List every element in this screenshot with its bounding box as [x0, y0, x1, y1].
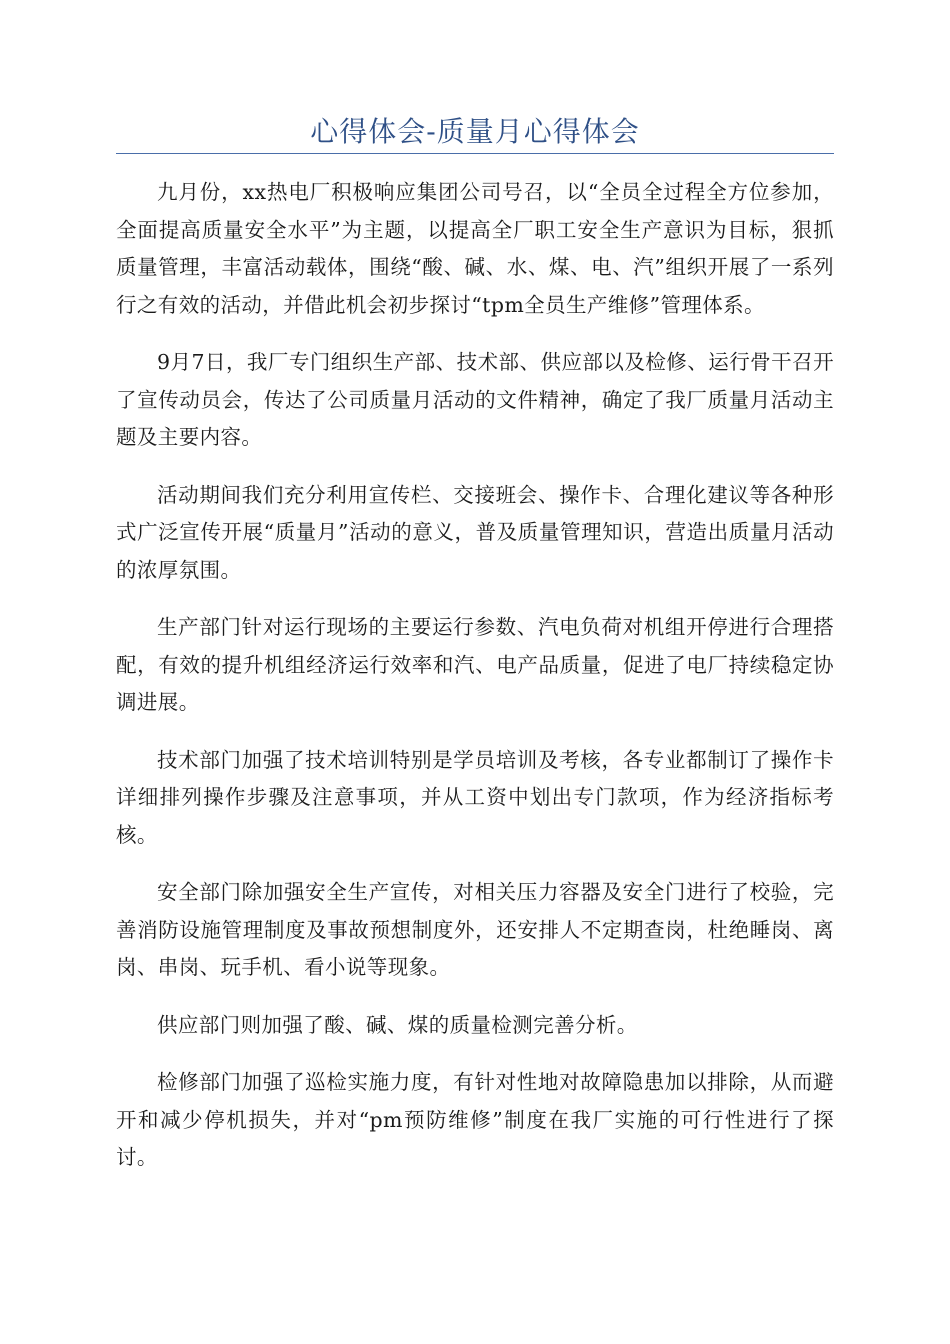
paragraph-5: 技术部门加强了技术培训特别是学员培训及考核，各专业都制订了操作卡详细排列操作步骤及注意事项，并从工资中划出专门款项，作为经济指标考核。 [116, 747, 834, 847]
paragraph-1: 九月份，xx热电厂积极响应集团公司号召，以“全员全过程全方位参加，全面提高质量安全水平”为主题，以提高全厂职工安全生产意识为目标，狠抓质量管理，丰富活动载体，围绕“酸、碱、水、煤、电、汽”组织开展了一系列行之有效的活动，并借此机会初步探讨“tpm全员生产维修”管理体系。 [116, 180, 834, 317]
paragraph-8: 检修部门加强了巡检实施力度，有针对性地对故障隐患加以排除，从而避开和减少停机损失，并对“pm预防维修”制度在我厂实施的可行性进行了探讨。 [116, 1070, 834, 1169]
paragraph-7: 供应部门则加强了酸、碱、煤的质量检测完善分析。 [157, 1012, 638, 1037]
paragraph-4: 生产部门针对运行现场的主要运行参数、汽电负荷对机组开停进行合理搭配，有效的提升机组经济运行效率和汽、电产品质量，促进了电厂持续稳定协调进展。 [116, 615, 834, 714]
paragraph-3: 活动期间我们充分利用宣传栏、交接班会、操作卡、合理化建议等各种形式广泛宣传开展“质量月”活动的意义，普及质量管理知识，营造出质量月活动的浓厚氛围。 [116, 482, 834, 582]
paragraph-2: 9月7日，我厂专门组织生产部、技术部、供应部以及检修、运行骨干召开了宣传动员会，传达了公司质量月活动的文件精神，确定了我厂质量月活动主题及主要内容。 [116, 350, 834, 449]
document-body [116, 174, 834, 1197]
document-title: 心得体会-质量月心得体会 [310, 115, 640, 148]
title-underline [116, 153, 834, 154]
paragraph-6: 安全部门除加强安全生产宣传，对相关压力容器及安全门进行了校验，完善消防设施管理制度及事故预想制度外，还安排人不定期查岗，杜绝睡岗、离岗、串岗、玩手机、看小说等现象。 [116, 880, 834, 979]
